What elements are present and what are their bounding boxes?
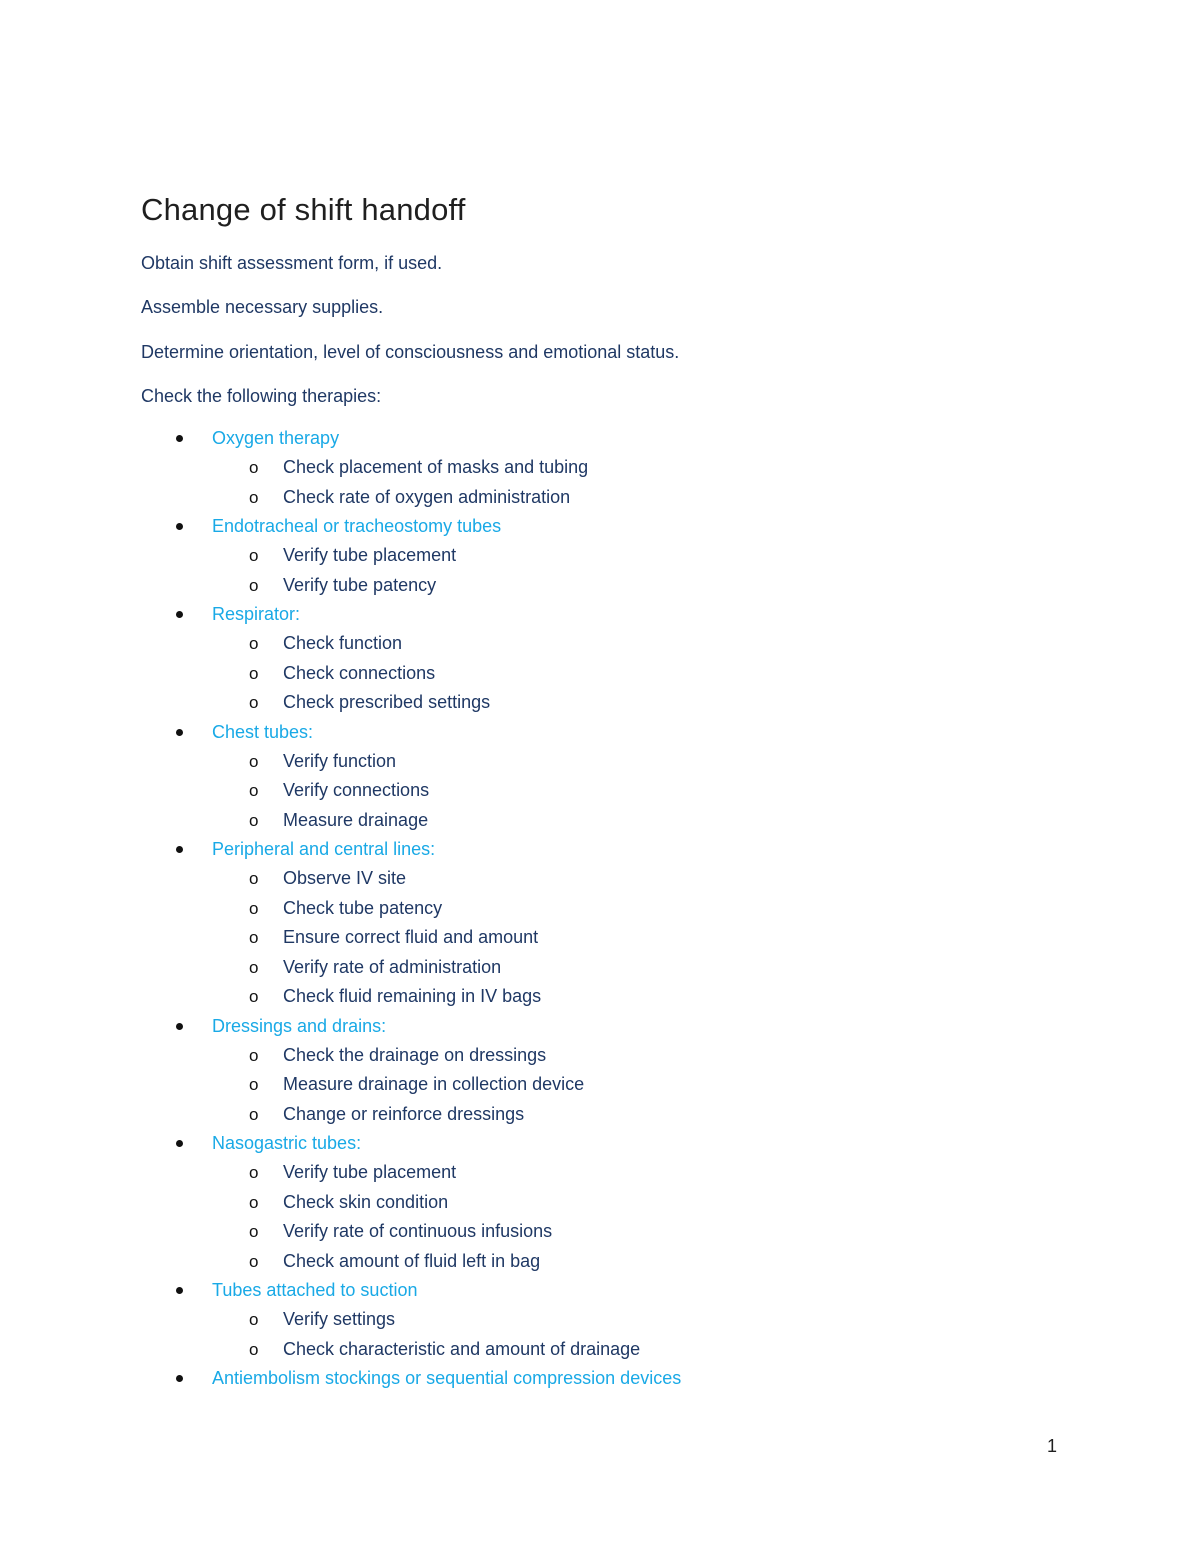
circle-bullet-icon: o: [249, 1192, 259, 1212]
therapy-category: [0, 1012, 1200, 1041]
therapy-check-item: [0, 541, 1200, 571]
circle-bullet-icon: o: [249, 693, 259, 712]
circle-bullet-icon: o: [249, 751, 259, 771]
bullet-icon: [176, 1023, 183, 1030]
therapy-check-item-label: Verify connections: [283, 780, 430, 800]
therapy-check-item-label: Check skin condition: [283, 1191, 449, 1212]
therapy-check-item-label: Observe IV site: [283, 868, 407, 888]
therapy-category: [0, 718, 1200, 747]
therapy-category-label: Antiembolism stockings or sequential compression devices: [212, 1368, 682, 1388]
therapy-check-item: [0, 1217, 1200, 1247]
therapy-check-item: [0, 629, 1200, 659]
bullet-icon: [176, 729, 183, 736]
circle-bullet-icon: o: [249, 1222, 259, 1241]
bullet-icon: [176, 1140, 183, 1147]
therapy-check-item: [0, 864, 1200, 894]
paragraph-supplies: Assemble necessary supplies.: [141, 297, 384, 317]
therapy-check-item-label: Check rate of oxygen administration: [283, 486, 571, 507]
circle-bullet-icon: o: [249, 869, 259, 888]
therapy-check-item: [0, 1070, 1200, 1100]
therapy-check-item: [0, 806, 1200, 836]
therapy-category: [0, 600, 1200, 629]
therapy-check-item: [0, 747, 1200, 777]
circle-bullet-icon: o: [249, 987, 259, 1006]
therapy-check-item-label: Verify function: [283, 750, 397, 771]
circle-bullet-icon: o: [249, 663, 259, 683]
therapy-category-label: Tubes attached to suction: [212, 1280, 418, 1300]
therapy-check-item: [0, 776, 1200, 806]
therapy-check-item-label: Check placement of masks and tubing: [283, 457, 589, 477]
therapy-check-item: [0, 1305, 1200, 1335]
therapy-category-label: Respirator:: [212, 604, 301, 624]
bullet-icon: [176, 611, 183, 618]
therapy-check-item-label: Check prescribed settings: [283, 692, 491, 712]
therapy-check-item-label: Ensure correct fluid and amount: [283, 927, 539, 947]
therapy-check-item-label: Verify tube placement: [283, 1162, 457, 1182]
therapy-check-item: [0, 659, 1200, 689]
paragraph-orientation: Determine orientation, level of consciousness and emotional status.: [141, 342, 680, 362]
therapy-check-item: [0, 1247, 1200, 1277]
bullet-icon: [176, 435, 183, 442]
therapy-check-item: [0, 923, 1200, 953]
therapy-check-item-label: Check the drainage on dressings: [283, 1044, 547, 1065]
circle-bullet-icon: o: [249, 898, 259, 918]
therapy-check-item: [0, 1158, 1200, 1188]
therapy-check-item-label: Check fluid remaining in IV bags: [283, 986, 542, 1006]
therapy-check-item: [0, 953, 1200, 983]
circle-bullet-icon: o: [249, 1339, 259, 1359]
circle-bullet-icon: o: [249, 546, 259, 565]
therapy-check-item: [0, 1041, 1200, 1071]
therapy-check-item-label: Check tube patency: [283, 897, 443, 918]
circle-bullet-icon: o: [249, 1075, 259, 1094]
circle-bullet-icon: o: [249, 957, 259, 977]
therapy-check-item-label: Change or reinforce dressings: [283, 1103, 525, 1124]
therapy-check-item-label: Verify tube patency: [283, 574, 437, 595]
therapy-check-item: [0, 453, 1200, 483]
therapy-check-item-label: Verify settings: [283, 1309, 396, 1329]
therapy-category: [0, 512, 1200, 541]
circle-bullet-icon: o: [249, 1104, 259, 1124]
circle-bullet-icon: o: [249, 1251, 259, 1271]
therapy-category-label: Dressings and drains:: [212, 1015, 387, 1036]
therapy-list: [0, 424, 1200, 1393]
therapy-check-item-label: Measure drainage in collection device: [283, 1074, 585, 1094]
therapy-category: [0, 1129, 1200, 1158]
circle-bullet-icon: o: [249, 575, 259, 595]
therapy-check-item-label: Verify rate of administration: [283, 956, 502, 977]
therapy-check-item-label: Check function: [283, 633, 403, 653]
circle-bullet-icon: o: [249, 1045, 259, 1065]
therapy-check-item: [0, 1188, 1200, 1218]
therapy-check-item-label: Check amount of fluid left in bag: [283, 1250, 541, 1271]
circle-bullet-icon: o: [249, 634, 259, 653]
bullet-icon: [176, 523, 183, 530]
circle-bullet-icon: o: [249, 487, 259, 507]
circle-bullet-icon: o: [249, 1310, 259, 1329]
page-title: Change of shift handoff: [141, 192, 466, 227]
therapy-check-item-label: Verify rate of continuous infusions: [283, 1221, 553, 1241]
therapy-category: [0, 1364, 1200, 1393]
therapy-check-item-label: Check characteristic and amount of drainage: [283, 1338, 641, 1359]
therapy-check-item: [0, 1335, 1200, 1365]
therapy-check-item: [0, 483, 1200, 513]
therapy-category: [0, 835, 1200, 864]
circle-bullet-icon: o: [249, 1163, 259, 1182]
therapy-category-label: Nasogastric tubes:: [212, 1133, 362, 1153]
therapy-check-item: [0, 688, 1200, 718]
therapy-check-item: [0, 894, 1200, 924]
therapy-check-item: [0, 1100, 1200, 1130]
circle-bullet-icon: o: [249, 928, 259, 947]
bullet-icon: [176, 1375, 183, 1382]
therapy-check-item-label: Verify tube placement: [283, 545, 457, 565]
therapy-category-label: Peripheral and central lines:: [212, 839, 436, 859]
therapy-category: [0, 424, 1200, 453]
therapy-category-label: Oxygen therapy: [212, 428, 340, 448]
therapy-check-item: [0, 571, 1200, 601]
circle-bullet-icon: o: [249, 810, 259, 830]
bullet-icon: [176, 1287, 183, 1294]
therapy-check-item-label: Check connections: [283, 662, 436, 683]
therapy-category-label: Endotracheal or tracheostomy tubes: [212, 516, 502, 536]
paragraph-therapies-intro: Check the following therapies:: [141, 386, 382, 406]
circle-bullet-icon: o: [249, 781, 259, 800]
circle-bullet-icon: o: [249, 458, 259, 477]
page-number: 1: [1047, 1436, 1058, 1456]
therapy-category: [0, 1276, 1200, 1305]
therapy-check-item-label: Measure drainage: [283, 809, 429, 830]
therapy-category-label: Chest tubes:: [212, 721, 314, 742]
bullet-icon: [176, 846, 183, 853]
therapy-check-item: [0, 982, 1200, 1012]
paragraph-assessment-form: Obtain shift assessment form, if used.: [141, 253, 443, 273]
